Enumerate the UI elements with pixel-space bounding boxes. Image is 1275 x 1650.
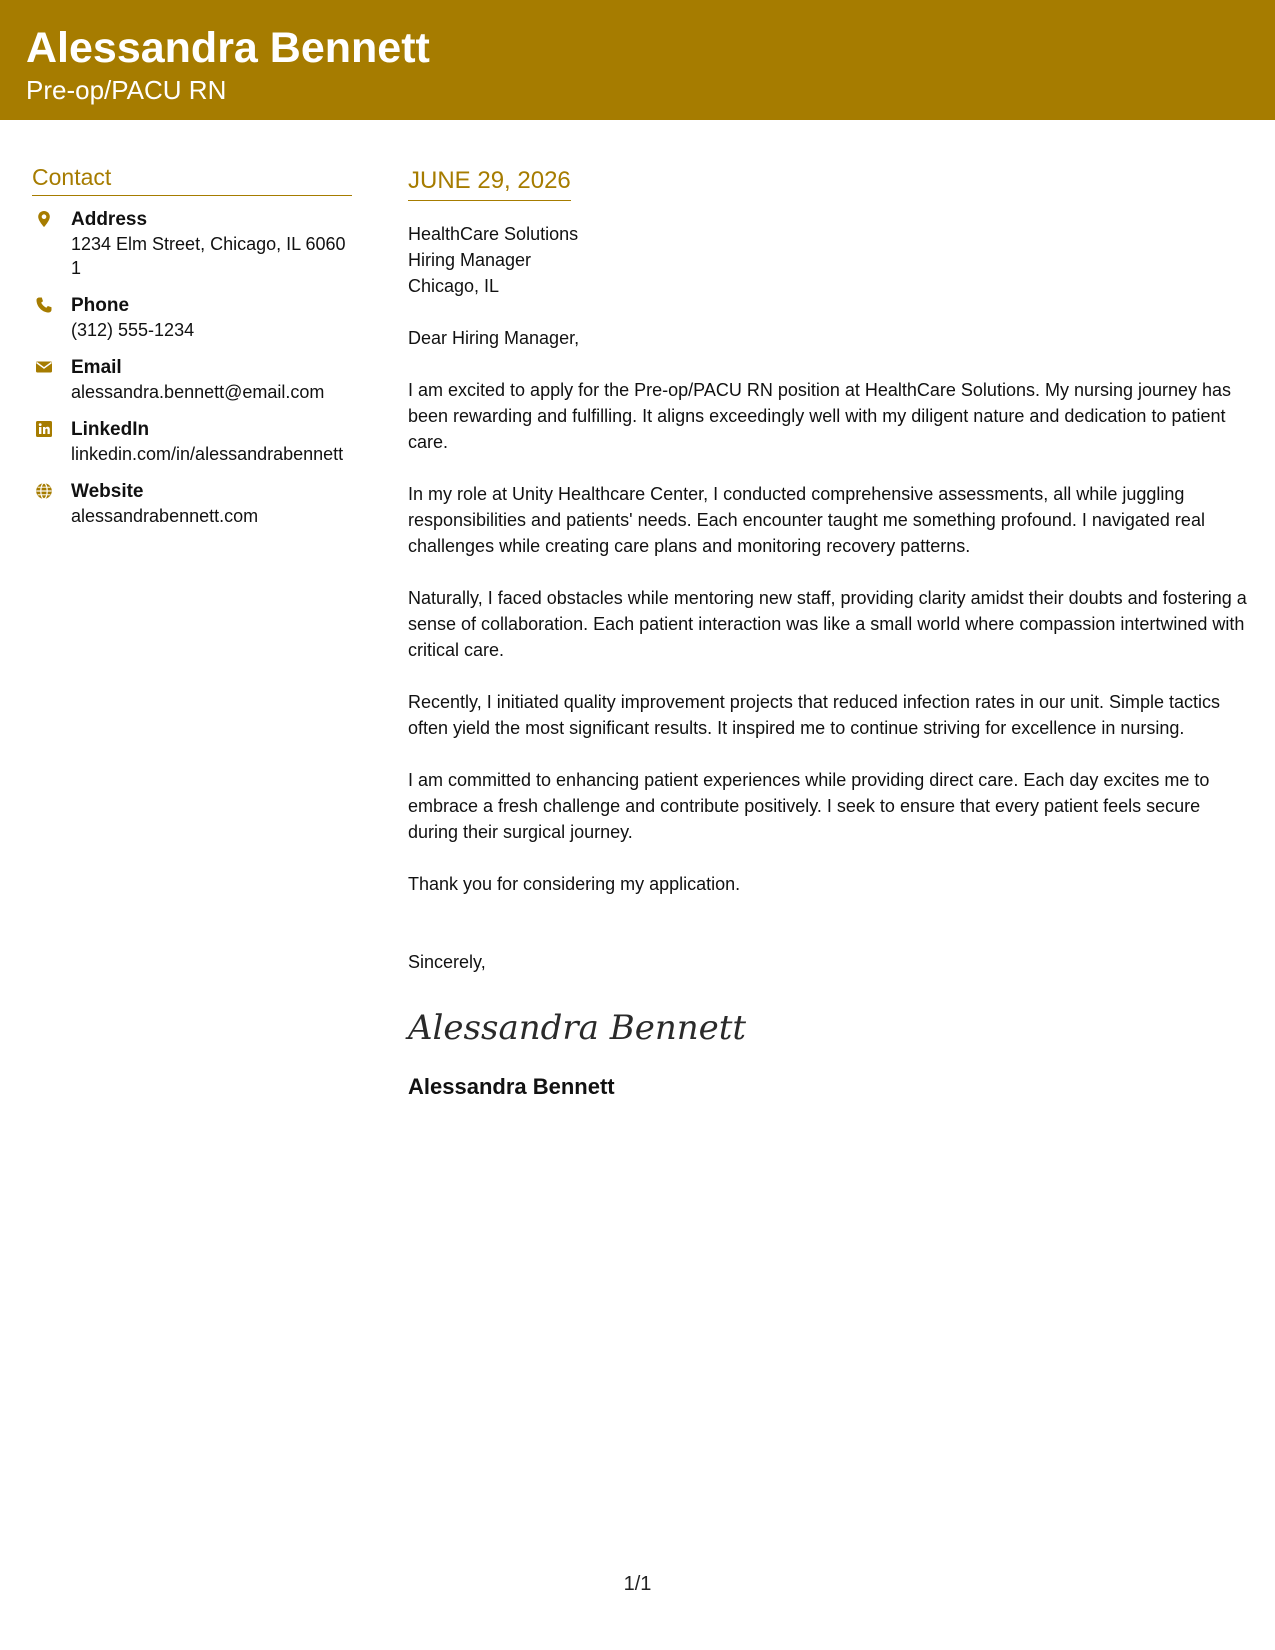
- signature-image: [408, 1003, 747, 1051]
- applicant-name: Alessandra Bennett: [26, 24, 430, 72]
- applicant-role: Pre-op/PACU RN: [26, 75, 227, 105]
- linkedin-value: linkedin.com/in/alessandrabennett: [71, 444, 344, 464]
- letter-body: [408, 166, 1253, 1101]
- recipient-company: HealthCare Solutions: [408, 224, 579, 244]
- contact-section-title: Contact: [32, 160, 352, 196]
- envelope-icon: [35, 358, 53, 376]
- date-block: [408, 166, 571, 201]
- recipient-location: Chicago, IL: [408, 276, 500, 296]
- map-pin-icon: [35, 210, 53, 228]
- contact-list: [32, 208, 352, 528]
- paragraph: Recently, I initiated quality improvement projects that reduced infection rates in our unit. Simple tactics often yield the most significant results. It inspired me to continue striving for excellence in nursing.: [408, 692, 1221, 738]
- contact-item-address: [32, 208, 352, 280]
- contact-item-linkedin: [32, 418, 352, 466]
- signature-text: Alessandra Bennett: [408, 1008, 747, 1048]
- contact-label: Email: [71, 357, 122, 378]
- paragraph: Naturally, I faced obstacles while mentoring new staff, providing clarity amidst their doubts and fostering a sense of collaboration. Each patient interaction was like a small world where compassion intertwined with critical care.: [408, 588, 1247, 660]
- email-value: alessandra.bennett@email.com: [71, 382, 325, 402]
- contact-item-email: [32, 356, 352, 404]
- paragraph: In my role at Unity Healthcare Center, I conducted comprehensive assessments, all while juggling responsibilities and patients' needs. Each encounter taught me something profound. I navigated real challenges while creating care plans and monitoring recovery patterns.: [408, 484, 1205, 556]
- address-value: 1234 Elm Street, Chicago, IL 60601: [71, 234, 346, 278]
- phone-value: (312) 555-1234: [71, 320, 195, 340]
- header-banner: [0, 0, 1275, 120]
- letter-paragraphs: [408, 377, 1253, 897]
- contact-item-website: [32, 480, 352, 528]
- website-value: alessandrabennett.com: [71, 506, 259, 526]
- contact-label: LinkedIn: [71, 419, 150, 440]
- signer-name: Alessandra Bennett: [408, 1074, 615, 1099]
- recipient-block: [408, 221, 1253, 299]
- recipient-title: Hiring Manager: [408, 250, 532, 270]
- contact-label: Website: [71, 481, 144, 502]
- page-number: 1/1: [623, 1573, 652, 1595]
- contact-label: Phone: [71, 295, 130, 316]
- contact-label: Address: [71, 209, 148, 230]
- contact-item-phone: [32, 294, 352, 342]
- paragraph: I am excited to apply for the Pre-op/PACU RN position at HealthCare Solutions. My nursing journey has been rewarding and fulfilling. It aligns exceedingly well with my diligent nature and dedication to patient care.: [408, 380, 1232, 452]
- globe-icon: [35, 482, 53, 500]
- phone-icon: [35, 296, 53, 314]
- closing-line: Sincerely,: [408, 952, 486, 972]
- letter-date: JUNE 29, 2026: [408, 167, 571, 194]
- paragraph: Thank you for considering my application.: [408, 874, 741, 894]
- salutation: Dear Hiring Manager,: [408, 328, 580, 348]
- paragraph: I am committed to enhancing patient experiences while providing direct care. Each day excites me to embrace a fresh challenge and contribute positively. I seek to ensure that every patient feels secure during their surgical journey.: [408, 770, 1210, 842]
- contact-sidebar: [32, 160, 352, 542]
- linkedin-icon: [35, 420, 53, 438]
